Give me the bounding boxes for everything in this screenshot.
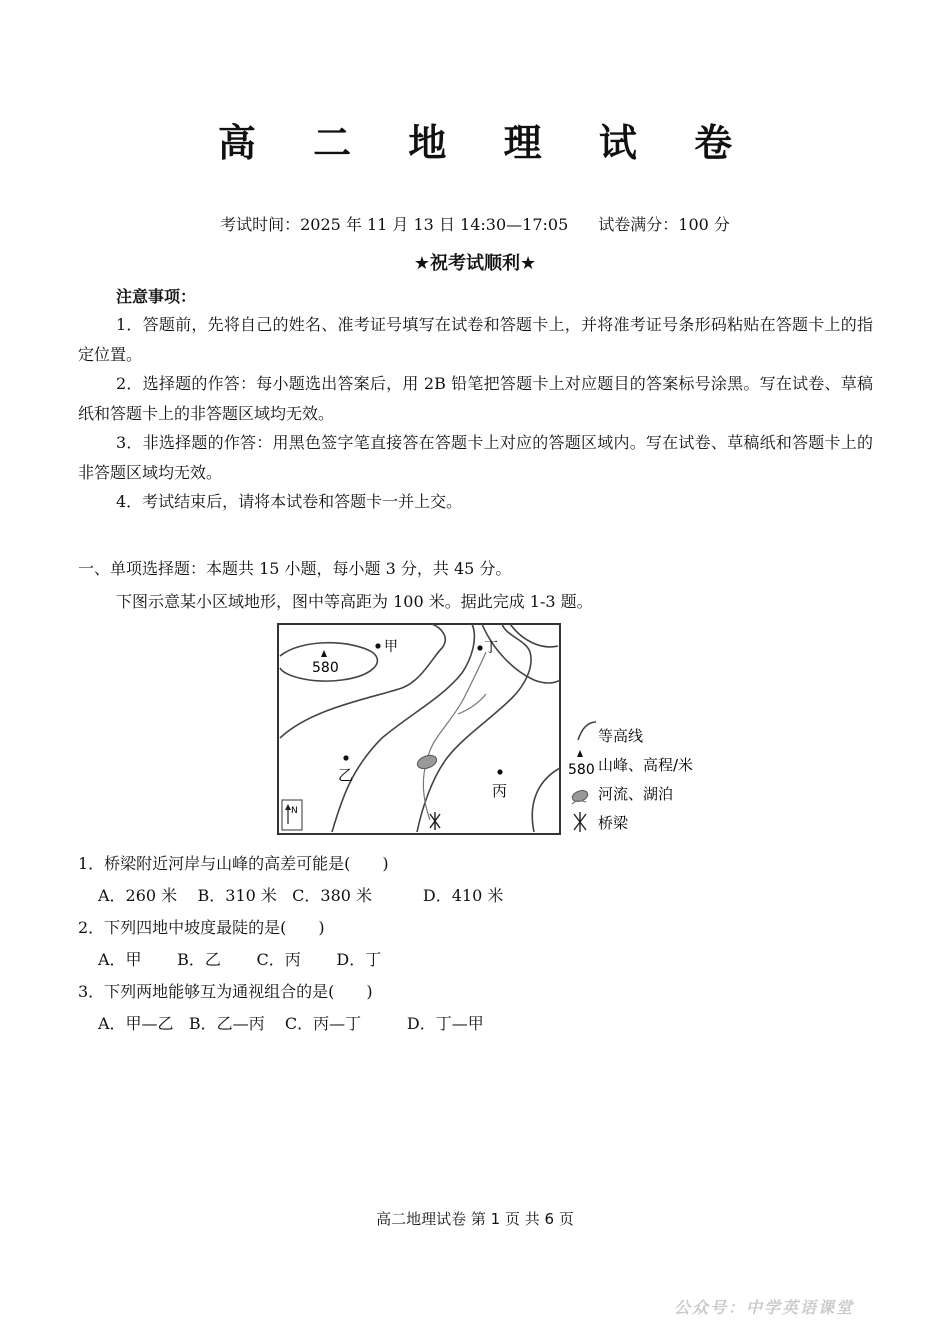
question-intro: 下图示意某小区域地形，图中等高距为 100 米。据此完成 1-3 题。 [116, 592, 593, 611]
legend-bridge-icon [574, 812, 586, 832]
notice-item: 2．选择题的作答：每小题选出答案后，用 2B 铅笔把答题卡上对应题目的答案标号涂黑。写在试卷、草稿纸和答题卡上的非答题区域均无效。 [78, 374, 873, 423]
watermark: 公众号：中学英语课堂 [674, 1298, 855, 1317]
question-list [78, 848, 503, 1040]
full-score: 试卷满分：100 分 [598, 215, 730, 234]
north-label: N [291, 806, 298, 816]
map-frame [278, 624, 560, 834]
place-ding: 丁 [484, 640, 498, 656]
legend-peak: 山峰、高程/米 [598, 756, 694, 774]
question-stem: 3．下列两地能够互为通视组合的是( ) [78, 982, 373, 1001]
page-footer: 高二地理试卷 第 1 页 共 6 页 [376, 1210, 574, 1228]
question-stem: 1．桥梁附近河岸与山峰的高差可能是( ) [78, 854, 389, 873]
notice-item: 1．答题前，先将自己的姓名、准考证号填写在试卷和答题卡上，并将准考证号条形码粘贴在答题卡上的指定位置。 [78, 315, 873, 364]
map-legend [568, 722, 693, 832]
legend-contour: 等高线 [598, 727, 644, 745]
section-title: 一、单项选择题：本题共 15 小题，每小题 3 分，共 45 分。 [78, 559, 512, 578]
legend-river-icon [572, 801, 586, 804]
exam-meta [0, 212, 950, 235]
legend-peak-icon [577, 750, 583, 757]
good-luck-line: ★祝考试顺利★ [413, 253, 537, 274]
notice-list [78, 310, 873, 517]
peak-elevation: 580 [312, 660, 339, 676]
question-stem: 2．下列四地中坡度最陡的是( ) [78, 918, 325, 937]
legend-river: 河流、湖泊 [598, 785, 674, 803]
notice-item: 4．考试结束后，请将本试卷和答题卡一并上交。 [116, 492, 463, 511]
page-title: 高 二 地 理 试 卷 [217, 121, 755, 165]
place-yi: 乙 [338, 766, 354, 784]
contour-map [272, 618, 712, 838]
place-dot [343, 755, 348, 760]
legend-contour-icon [578, 722, 596, 740]
place-jia: 甲 [384, 639, 398, 655]
place-bing: 丙 [492, 782, 508, 800]
question-options: A．甲—乙 B．乙—丙 C．丙—丁 D．丁—甲 [98, 1014, 484, 1033]
exam-time: 考试时间：2025 年 11 月 13 日 14:30—17:05 [220, 215, 569, 234]
notice-title: 注意事项： [116, 287, 197, 306]
place-dot [477, 645, 482, 650]
legend-bridge: 桥梁 [598, 814, 629, 832]
place-dot [375, 643, 380, 648]
place-dot [497, 769, 502, 774]
notice-item: 3．非选择题的作答：用黑色签字笔直接答在答题卡上对应的答题区域内。写在试卷、草稿纸和答题卡上的非答题区域均无效。 [78, 433, 873, 482]
question-options: A．260 米 B．310 米 C．380 米 D．410 米 [98, 886, 504, 905]
question-options: A．甲 B．乙 C．丙 D．丁 [98, 950, 382, 969]
legend-peak-value: 580 [568, 762, 595, 778]
